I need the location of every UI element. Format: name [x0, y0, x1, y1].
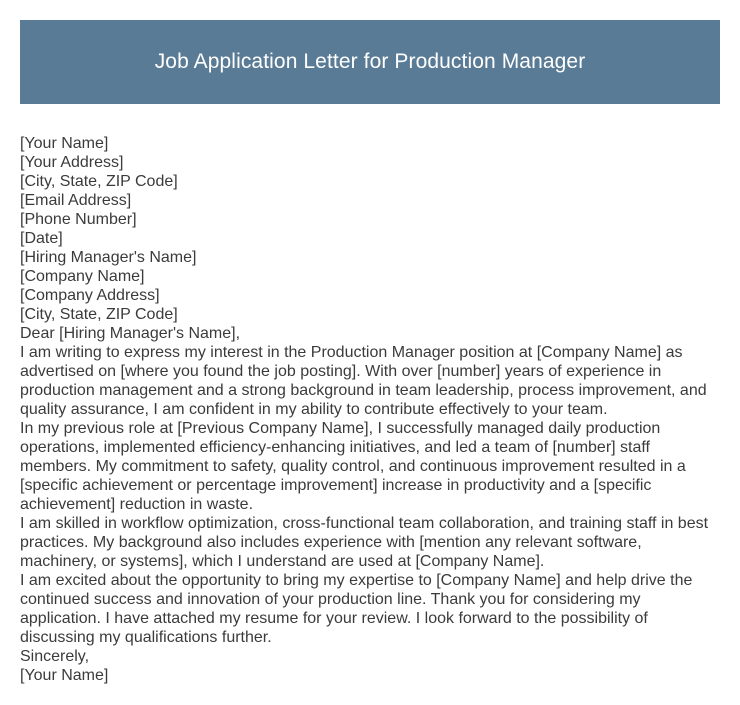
- signature: [Your Name]: [20, 667, 109, 684]
- paragraph-line: I am excited about the opportunity to bring my expertise to [Company Name] and help drive the: [20, 572, 693, 589]
- paragraph-line: continued success and innovation of your production line. Thank you for considering my: [20, 591, 641, 608]
- page-title: Job Application Letter for Production Manager: [154, 50, 586, 73]
- paragraph-line: In my previous role at [Previous Company Name], I successfully managed daily production: [20, 420, 661, 437]
- recipient-name: [Hiring Manager's Name]: [20, 249, 197, 266]
- body-paragraph-skills: [20, 514, 725, 571]
- sender-phone: [Phone Number]: [20, 211, 137, 228]
- paragraph-line: machinery, or systems], which I understand are used at [Company Name].: [20, 553, 545, 570]
- body-paragraph-intro: [20, 343, 725, 419]
- sender-address: [Your Address]: [20, 154, 124, 171]
- salutation: Dear [Hiring Manager's Name],: [20, 325, 241, 342]
- body-paragraph-closing: [20, 571, 725, 647]
- paragraph-line: advertised on [where you found the job posting]. With over [number] years of experience in: [20, 363, 662, 380]
- recipient-city-state-zip: [City, State, ZIP Code]: [20, 306, 178, 323]
- sender-block: [20, 134, 725, 248]
- paragraph-line: I am writing to express my interest in the Production Manager position at [Company Name] as: [20, 344, 683, 361]
- recipient-address: [Company Address]: [20, 287, 160, 304]
- sender-name: [Your Name]: [20, 135, 109, 152]
- paragraph-line: application. I have attached my resume for your review. I look forward to the possibility of: [20, 610, 648, 627]
- closing: Sincerely,: [20, 648, 90, 665]
- paragraph-line: I am skilled in workflow optimization, cross-functional team collaboration, and training staff in best: [20, 515, 709, 532]
- paragraph-line: practices. My background also includes experience with [mention any relevant software,: [20, 534, 642, 551]
- paragraph-line: discussing my qualifications further.: [20, 629, 272, 646]
- paragraph-line: achievement] reduction in waste.: [20, 496, 254, 513]
- paragraph-line: [specific achievement or percentage improvement] increase in productivity and a [specific: [20, 477, 652, 494]
- paragraph-line: operations, implemented efficiency-enhancing initiatives, and led a team of [number] staff: [20, 439, 650, 456]
- recipient-block: [20, 248, 725, 324]
- paragraph-line: production management and a strong background in team leadership, process improvement, and: [20, 382, 707, 399]
- paragraph-line: members. My commitment to safety, quality control, and continuous improvement resulted in a: [20, 458, 686, 475]
- paragraph-line: quality assurance, I am confident in my ability to contribute effectively to your team.: [20, 401, 608, 418]
- letter-date: [Date]: [20, 230, 63, 247]
- sender-email: [Email Address]: [20, 192, 132, 209]
- title-banner: [20, 20, 720, 104]
- recipient-company: [Company Name]: [20, 268, 145, 285]
- sender-city-state-zip: [City, State, ZIP Code]: [20, 173, 178, 190]
- body-paragraph-experience: [20, 419, 725, 514]
- letter-body: [20, 134, 725, 685]
